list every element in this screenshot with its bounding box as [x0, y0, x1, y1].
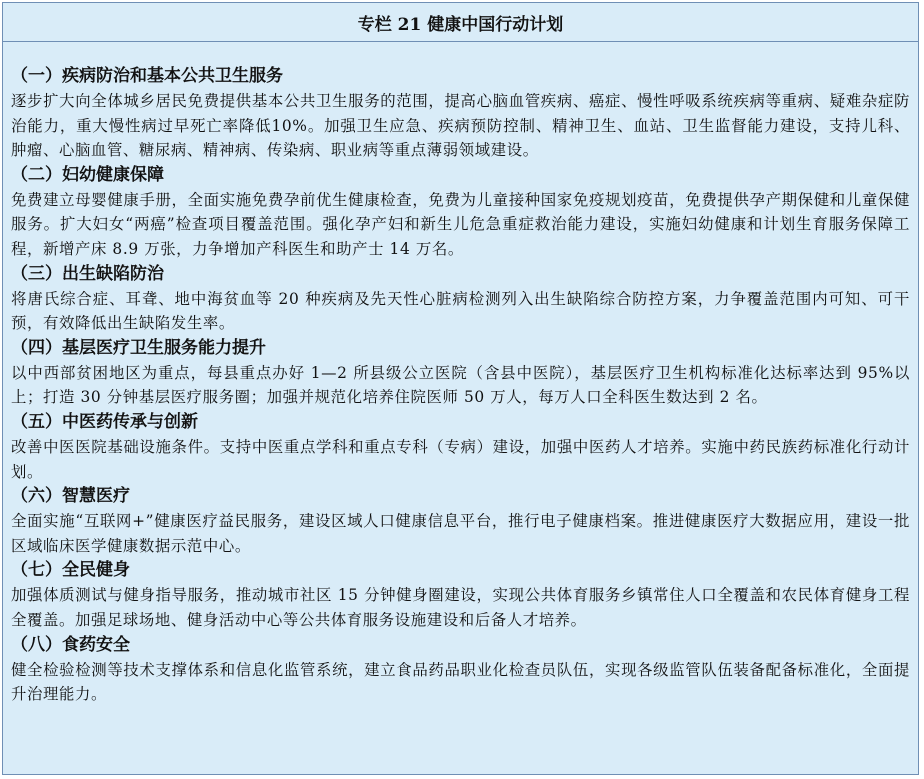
section-body: 改善中医医院基础设施条件。支持中医重点学科和重点专科（专病）建设，加强中医药人才培养。实施中药民族药标准化行动计划。	[11, 437, 910, 481]
section-heading: （六）智慧医疗	[11, 486, 130, 507]
section-heading: （二）妇幼健康保障	[11, 164, 164, 185]
box-title: 专栏 21 健康中国行动计划	[3, 3, 918, 42]
section-1	[11, 64, 910, 163]
section-heading: （四）基层医疗卫生服务能力提升	[11, 337, 266, 358]
section-heading: （三）出生缺陷防治	[11, 263, 164, 284]
column-box	[2, 2, 919, 775]
section-body: 健全检验检测等技术支撑体系和信息化监管系统，建立食品药品职业化检查员队伍，实现各级监管队伍装备配备标准化，全面提升治理能力。	[11, 660, 910, 704]
section-body: 逐步扩大向全体城乡居民免费提供基本公共卫生服务的范围，提高心脑血管疾病、癌症、慢性呼吸系统疾病等重病、疑难杂症防治能力，重大慢性病过早死亡率降低10%。加强卫生应急、疾病预防控制、精神卫生、血站、卫生监督能力建设，支持儿科、肿瘤、心脑血管、糖尿病、精神病、传染病、职业病等重点薄弱领域建设。	[11, 92, 910, 160]
section-7	[11, 558, 910, 632]
section-body: 加强体质测试与健身指导服务，推动城市社区 15 分钟健身圈建设，实现公共体育服务乡镇常住人口全覆盖和农民体育健身工程全覆盖。加强足球场地、健身活动中心等公共体育服务设施建设和后备人才培养。	[11, 586, 910, 629]
section-3	[11, 262, 910, 336]
section-4	[11, 336, 910, 410]
section-heading: （八）食药安全	[11, 634, 130, 655]
section-2	[11, 163, 910, 262]
section-5	[11, 410, 910, 484]
section-heading: （七）全民健身	[11, 560, 130, 581]
section-heading: （五）中医药传承与创新	[11, 411, 198, 432]
section-body: 免费建立母婴健康手册，全面实施免费孕前优生健康检查，免费为儿童接种国家免疫规划疫苗，免费提供孕产期保健和儿童保健服务。扩大妇女“两癌”检查项目覆盖范围。强化孕产妇和新生儿危急重症救治能力建设，实施妇幼健康和计划生育服务保障工程，新增产床 8.9 万张，力争增加产科医生和助产士 14 万名。	[11, 190, 910, 258]
section-body: 全面实施“互联网+”健康医疗益民服务，建设区域人口健康信息平台，推行电子健康档案。推进健康医疗大数据应用，建设一批区域临床医学健康数据示范中心。	[11, 512, 910, 555]
section-6	[11, 484, 910, 558]
section-heading: （一）疾病防治和基本公共卫生服务	[11, 66, 283, 86]
box-content	[3, 42, 918, 707]
section-body: 以中西部贫困地区为重点，每县重点办好 1—2 所县级公立医院（含县中医院），基层医疗卫生机构标准化达标率达到 95%以上；打造 30 分钟基层医疗服务圈；加强并规范化培养住院医师 50 万人，每万人口全科医生数达到 2 名。	[11, 363, 910, 407]
section-body: 将唐氏综合症、耳聋、地中海贫血等 20 种疾病及先天性心脏病检测列入出生缺陷综合防控方案，力争覆盖范围内可知、可干预，有效降低出生缺陷发生率。	[11, 289, 910, 333]
section-8	[11, 633, 910, 707]
